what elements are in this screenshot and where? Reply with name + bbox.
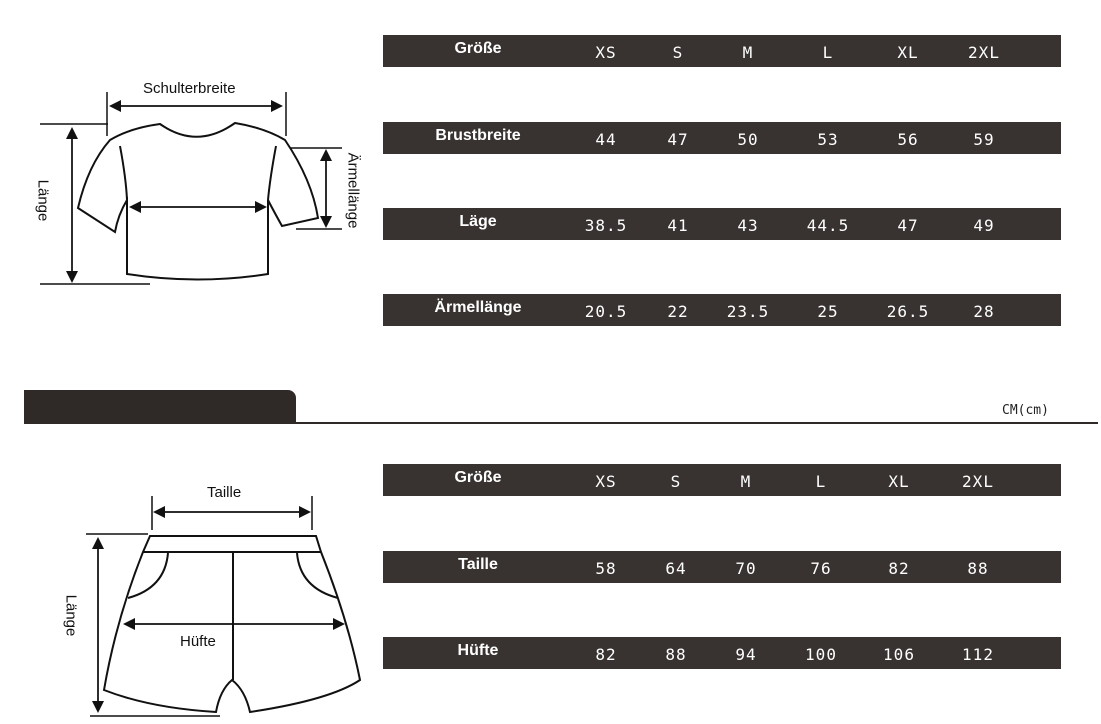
- cell: L: [822, 43, 834, 62]
- cell: 82: [595, 645, 617, 664]
- cell: 50: [737, 130, 759, 149]
- cell: 47: [897, 216, 919, 235]
- shoulder-width-label: Schulterbreite: [143, 80, 236, 97]
- cell: 23.5: [726, 302, 770, 321]
- cell: 64: [665, 559, 687, 578]
- cell: 20.5: [584, 302, 628, 321]
- cell: 38.5: [584, 216, 628, 235]
- table-row-length: [383, 208, 1061, 240]
- cell: XS: [595, 43, 617, 62]
- section-separator-tab: [24, 390, 296, 424]
- row-label: Läge: [459, 213, 497, 230]
- cell: 41: [667, 216, 689, 235]
- cell: 112: [962, 645, 994, 664]
- table-row-chest: [383, 122, 1061, 154]
- cell: 2XL: [962, 472, 994, 491]
- t-shirt-figure: [78, 123, 318, 280]
- row-label: Größe: [454, 469, 502, 486]
- cell: 43: [737, 216, 759, 235]
- cell: 25: [817, 302, 839, 321]
- cell: 59: [973, 130, 995, 149]
- waist-label: Taille: [207, 484, 242, 501]
- cell: M: [742, 43, 754, 62]
- cell: XS: [595, 472, 617, 491]
- cell: S: [670, 472, 682, 491]
- cell: 94: [735, 645, 757, 664]
- t-shirt-outline: [78, 123, 318, 280]
- table-row-waist: [383, 551, 1061, 583]
- cell: 58: [595, 559, 617, 578]
- cell: 88: [665, 645, 687, 664]
- sleeve-length-label: Ärmellänge: [344, 152, 362, 229]
- cell: XL: [897, 43, 919, 62]
- unit-label: CM(cm): [1002, 403, 1049, 418]
- cell: 53: [817, 130, 839, 149]
- cell: L: [815, 472, 827, 491]
- row-label: Ärmellänge: [434, 299, 522, 316]
- cell: XL: [888, 472, 910, 491]
- cell: 26.5: [886, 302, 930, 321]
- cell: 106: [883, 645, 915, 664]
- cell: 88: [967, 559, 989, 578]
- row-label: Größe: [454, 40, 502, 57]
- cell: 47: [667, 130, 689, 149]
- cell: 56: [897, 130, 919, 149]
- row-label: Hüfte: [457, 642, 499, 659]
- cell: 76: [810, 559, 832, 578]
- cell: M: [740, 472, 752, 491]
- table-row-hip: [383, 637, 1061, 669]
- row-label: Taille: [458, 556, 498, 573]
- cell: 28: [973, 302, 995, 321]
- cell: 70: [735, 559, 757, 578]
- hip-label: Hüfte: [180, 633, 216, 650]
- shorts-length-label: Länge: [62, 594, 80, 637]
- cell: 49: [973, 216, 995, 235]
- cell: 82: [888, 559, 910, 578]
- row-label: Brustbreite: [435, 127, 521, 144]
- shirt-length-label: Länge: [34, 179, 52, 222]
- cell: 44: [595, 130, 617, 149]
- cell: 22: [667, 302, 689, 321]
- cell: 2XL: [968, 43, 1000, 62]
- cell: 44.5: [806, 216, 850, 235]
- section-separator-line: [296, 422, 1098, 424]
- table-row-sleeve: [383, 294, 1061, 326]
- cell: 100: [805, 645, 837, 664]
- table-row-size: [383, 464, 1061, 496]
- table-row-size: [383, 35, 1061, 67]
- cell: S: [672, 43, 684, 62]
